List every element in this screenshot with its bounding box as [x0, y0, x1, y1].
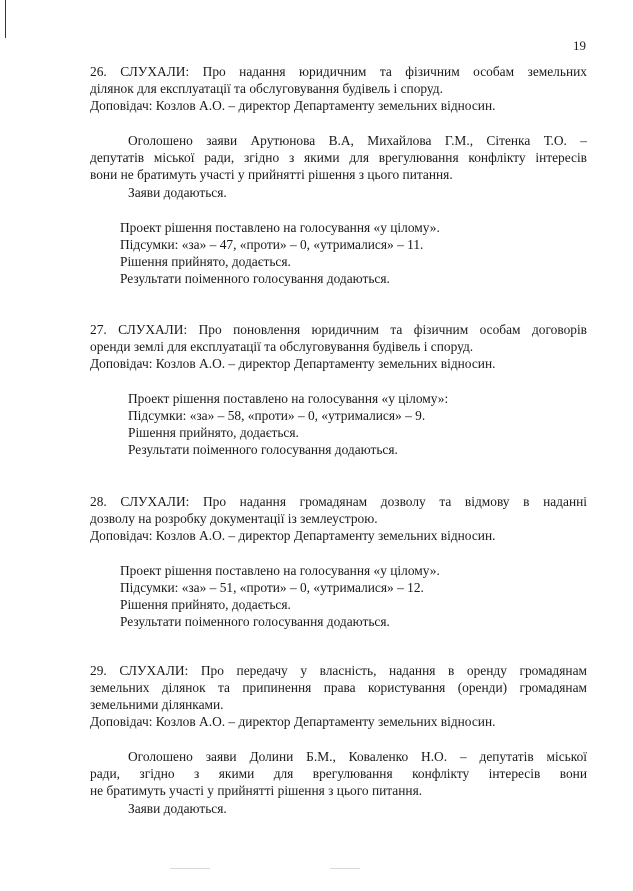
item-26-heading-line-2: ділянок для експлуатації та обслуговування будівель і споруд.	[90, 81, 443, 96]
item-28-heading-line-1: 28. СЛУХАЛИ: Про надання громадянам дозволу та відмову в наданні	[90, 494, 587, 509]
item-26-conflict-line-2: депутатів міської ради, згідно з якими для врегулювання конфлікту інтересів	[90, 150, 587, 165]
item-29-heading-line-2: земельних ділянок та припинення права користування (оренди) громадянам	[90, 680, 587, 695]
item-28-vote-line-1: Проект рішення поставлено на голосування «у цілому».	[120, 563, 440, 578]
item-27-heading-line-2: оренди землі для експлуатації та обслуговування будівель і споруд.	[90, 339, 474, 354]
item-27-vote-line-3: Рішення прийнято, додається.	[128, 425, 299, 440]
item-29-conflict-line-3: не братимуть участі у прийнятті рішення з цього питання.	[90, 783, 423, 798]
item-26-speaker: Доповідач: Козлов А.О. – директор Департаменту земельних відносин.	[90, 98, 496, 113]
item-27-speaker: Доповідач: Козлов А.О. – директор Департаменту земельних відносин.	[90, 356, 496, 371]
item-26-vote-line-3: Рішення прийнято, додається.	[120, 254, 291, 269]
margin-line	[5, 0, 6, 38]
item-28-speaker: Доповідач: Козлов А.О. – директор Департаменту земельних відносин.	[90, 528, 496, 543]
scan-speck	[330, 868, 360, 869]
item-26-conflict-line-3: вони не братимуть участі у прийнятті рішення з цього питання.	[90, 167, 453, 182]
item-26-vote-line-4: Результати поіменного голосування додаються.	[120, 271, 390, 286]
item-29-heading-line-3: земельними ділянками.	[90, 697, 224, 712]
item-29-conflict-line-2: ради, згідно з якими для врегулювання конфлікту інтересів вони	[90, 766, 587, 781]
item-28-vote-line-2: Підсумки: «за» – 51, «проти» – 0, «утрималися» – 12.	[120, 580, 424, 595]
item-26-vote-line-2: Підсумки: «за» – 47, «проти» – 0, «утрималися» – 11.	[120, 237, 424, 252]
item-29-conflict-line-1: Оголошено заяви Долини Б.М., Коваленко Н.О. – депутатів міської	[128, 749, 587, 764]
page-number: 19	[573, 38, 586, 53]
item-26-heading-line-1: 26. СЛУХАЛИ: Про надання юридичним та фізичним особам земельних	[90, 64, 587, 79]
item-28-vote-line-4: Результати поіменного голосування додаються.	[120, 614, 390, 629]
item-29-speaker: Доповідач: Козлов А.О. – директор Департаменту земельних відносин.	[90, 714, 496, 729]
item-27-heading-line-1: 27. СЛУХАЛИ: Про поновлення юридичним та фізичним особам договорів	[90, 322, 587, 337]
item-26-statements-attached: Заяви додаються.	[128, 185, 227, 200]
item-27-vote-line-4: Результати поіменного голосування додаються.	[128, 442, 398, 457]
scan-speck	[170, 868, 210, 869]
item-26-vote-line-1: Проект рішення поставлено на голосування «у цілому».	[120, 220, 440, 235]
item-27-vote-line-2: Підсумки: «за» – 58, «проти» – 0, «утрималися» – 9.	[128, 408, 426, 423]
item-27-vote-line-1: Проект рішення поставлено на голосування «у цілому»:	[128, 391, 449, 406]
item-29-heading-line-1: 29. СЛУХАЛИ: Про передачу у власність, надання в оренду громадянам	[90, 663, 587, 678]
item-29-statements-attached: Заяви додаються.	[128, 801, 227, 816]
item-26-conflict-line-1: Оголошено заяви Арутюнова В.А, Михайлова Г.М., Сітенка Т.О. –	[128, 133, 587, 148]
item-28-heading-line-2: дозволу на розробку документації із землеустрою.	[90, 511, 378, 526]
item-28-vote-line-3: Рішення прийнято, додається.	[120, 597, 291, 612]
